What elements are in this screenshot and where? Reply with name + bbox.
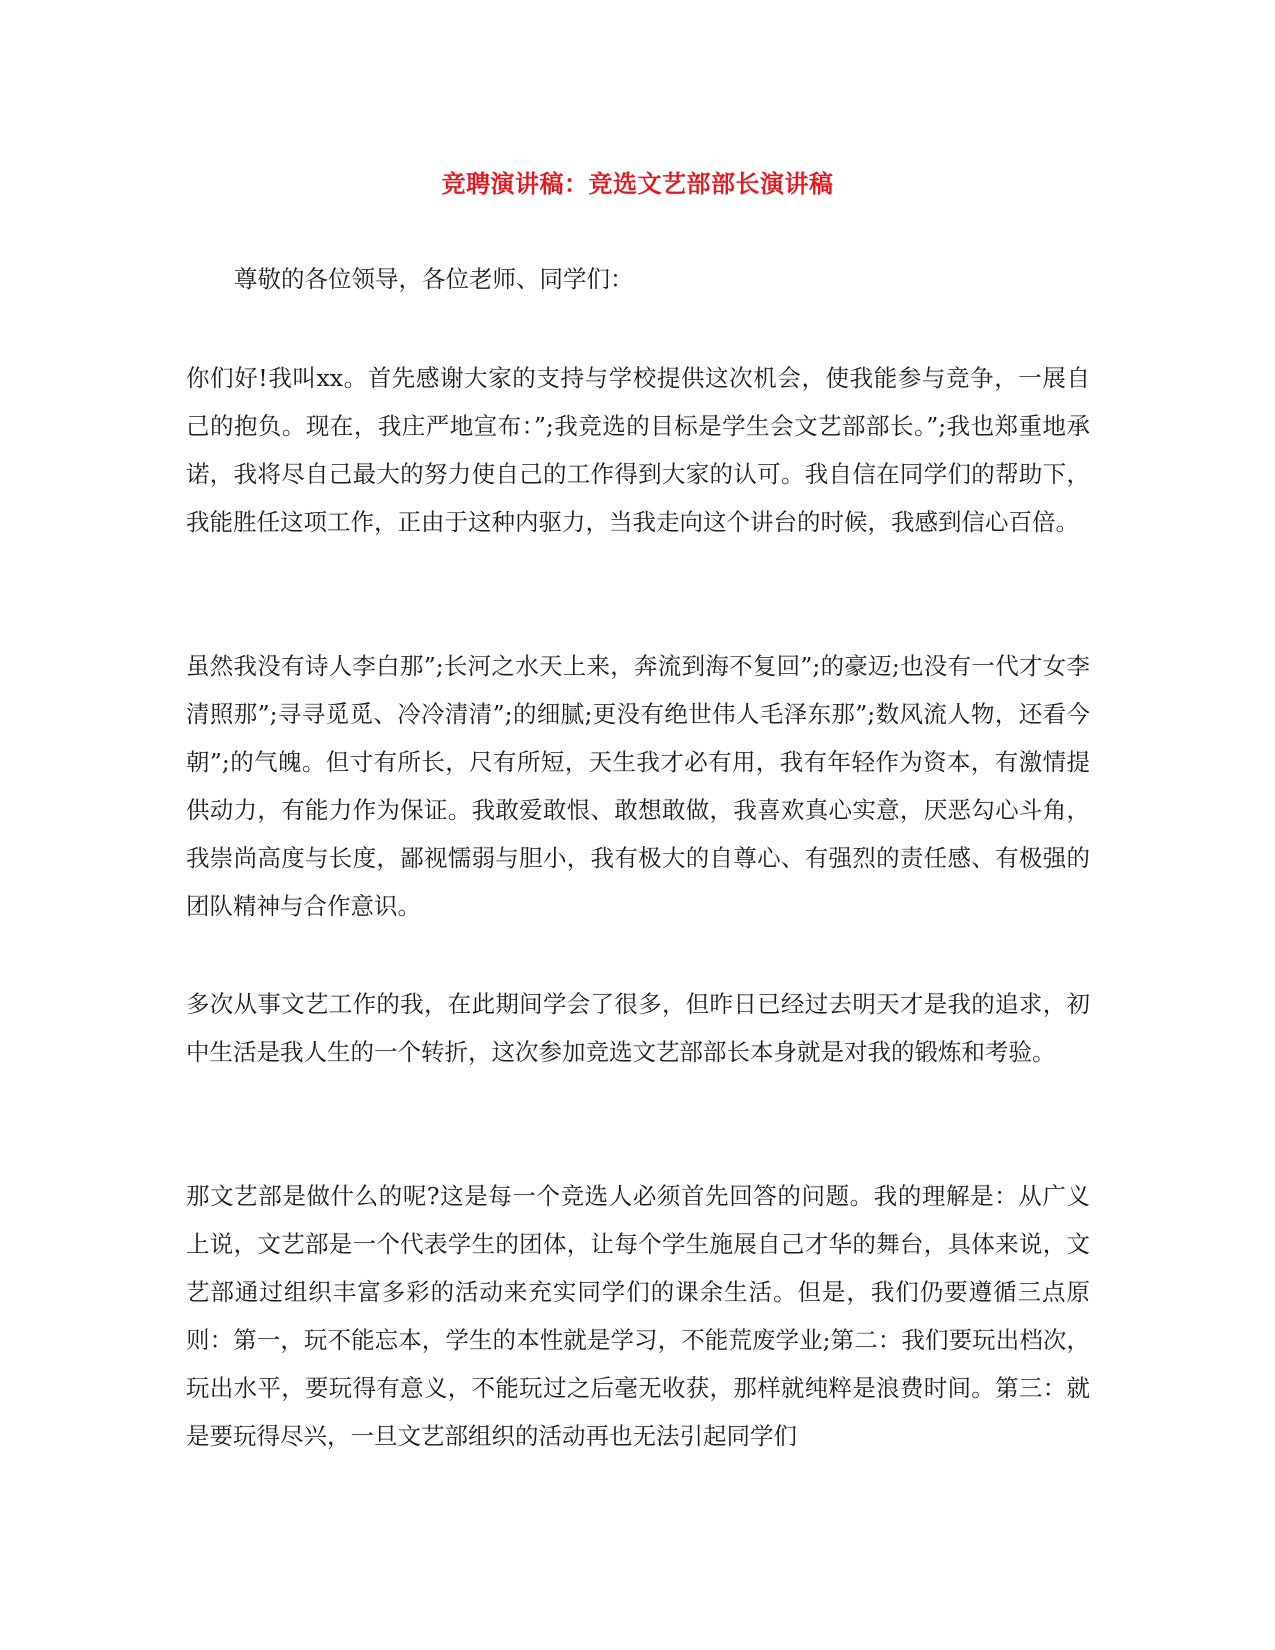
paragraph-4-container	[186, 1172, 1090, 1460]
paragraph-1: 你们好!我叫xx。首先感谢大家的支持与学校提供这次机会，使我能参与竞争，一展自己的抱负。现在，我庄严地宣布：”;我竞选的目标是学生会文艺部部长。”;我也郑重地承诺，我将尽自己最大的努力使自己的工作得到大家的认可。我自信在同学们的帮助下，我能胜任这项工作，正由于这种内驱力，当我走向这个讲台的时候，我感到信心百倍。	[186, 364, 1090, 536]
paragraph-3: 多次从事文艺工作的我，在此期间学会了很多，但昨日已经过去明天才是我的追求，初中生活是我人生的一个转折，这次参加竞选文艺部部长本身就是对我的锻炼和考验。	[186, 990, 1090, 1066]
paragraph-4: 那文艺部是做什么的呢?这是每一个竞选人必须首先回答的问题。我的理解是：从广义上说，文艺部是一个代表学生的团体，让每个学生施展自己才华的舞台，具体来说，文艺部通过组织丰富多彩的活动来充实同学们的课余生活。但是，我们仍要遵循三点原则：第一，玩不能忘本，学生的本性就是学习，不能荒废学业;第二：我们要玩出档次，玩出水平，要玩得有意义，不能玩过之后毫无收获，那样就纯粹是浪费时间。第三：就是要玩得尽兴，一旦文艺部组织的活动再也无法引起同学们	[186, 1182, 1090, 1450]
paragraph-2: 虽然我没有诗人李白那”;长河之水天上来，奔流到海不复回”;的豪迈;也没有一代才女李清照那”;寻寻觅觅、冷冷清清”;的细腻;更没有绝世伟人毛泽东那”;数风流人物，还看今朝”;的气魄。但寸有所长，尺有所短，天生我才必有用，我有年轻作为资本，有激情提供动力，有能力作为保证。我敢爱敢恨、敢想敢做，我喜欢真心实意，厌恶勾心斗角，我崇尚高度与长度，鄙视懦弱与胆小，我有极大的自尊心、有强烈的责任感、有极强的团队精神与合作意识。	[186, 652, 1090, 920]
document-title: 竞聘演讲稿：竞选文艺部部长演讲稿	[441, 169, 834, 198]
salutation: 尊敬的各位领导，各位老师、同学们：	[234, 265, 634, 293]
